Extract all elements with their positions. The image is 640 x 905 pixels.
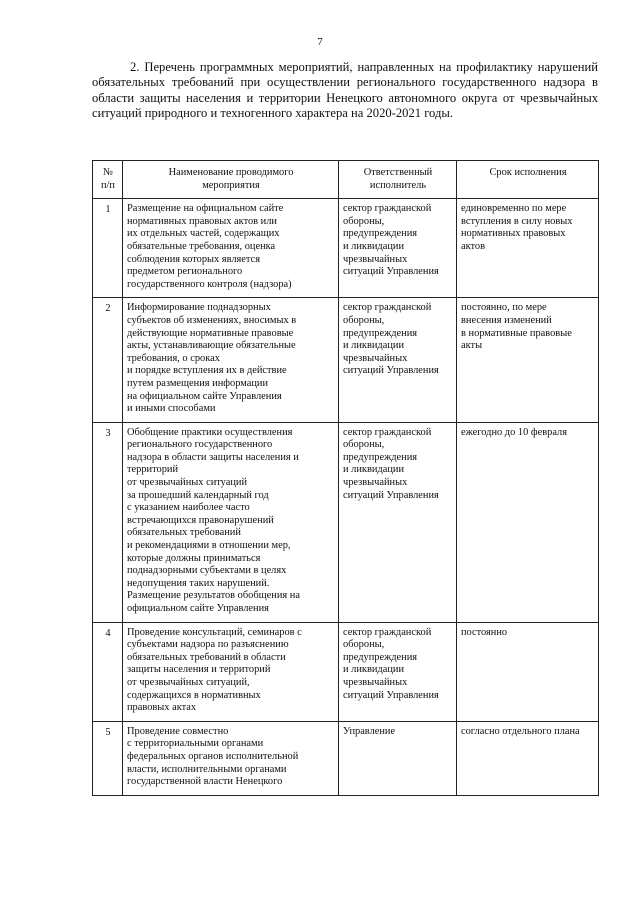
row-measure: Размещение на официальном сайте нормативных правовых актов или их отдельных частей, содержащих обязательные требования, оценка соблюдения которых является предметом регионального государственного контроля (надзора): [123, 199, 339, 298]
row-measure: Обобщение практики осуществления регионального государственного надзора в области защиты населения и территорий от чрезвычайных ситуаций за прошедший календарный год с указанием наиболее часто встречающихся правонарушений обязательных требований и рекомендациями в отношении мер, которые должны приниматься поднадзорными субъектами в целях недопущения таких нарушений. Размещение результатов обобщения на официальном сайте Управления: [123, 422, 339, 622]
header-name: Наименование проводимого мероприятия: [123, 161, 339, 199]
table-row: [93, 422, 599, 622]
header-responsible: Ответственный исполнитель: [339, 161, 457, 199]
row-responsible: сектор гражданской обороны, предупреждения и ликвидации чрезвычайных ситуаций Управления: [339, 199, 457, 298]
row-responsible: Управление: [339, 721, 457, 795]
table-row: [93, 622, 599, 721]
table-row: [93, 298, 599, 422]
row-number: 2: [93, 298, 123, 422]
row-number: 5: [93, 721, 123, 795]
row-deadline: постоянно: [457, 622, 599, 721]
row-number: 4: [93, 622, 123, 721]
row-responsible: сектор гражданской обороны, предупреждения и ликвидации чрезвычайных ситуаций Управления: [339, 298, 457, 422]
row-measure: Информирование поднадзорных субъектов об изменениях, вносимых в действующие нормативные правовые акты, устанавливающие обязательные требования, о сроках и порядке вступления их в действие путем размещения информации на официальном сайте Управления и иными способами: [123, 298, 339, 422]
row-deadline: согласно отдельного плана: [457, 721, 599, 795]
row-responsible: сектор гражданской обороны, предупреждения и ликвидации чрезвычайных ситуаций Управления: [339, 622, 457, 721]
table-row: [93, 721, 599, 795]
row-responsible: сектор гражданской обороны, предупреждения и ликвидации чрезвычайных ситуаций Управления: [339, 422, 457, 622]
row-deadline: ежегодно до 10 февраля: [457, 422, 599, 622]
row-deadline: постоянно, по мере внесения изменений в нормативные правовые акты: [457, 298, 599, 422]
page-number: 7: [317, 36, 323, 48]
header-num: № п/п: [93, 161, 123, 199]
row-measure: Проведение совместно с территориальными органами федеральных органов исполнительной власти, исполнительными органами государственной власти Ненецкого: [123, 721, 339, 795]
table-header-row: [93, 161, 599, 199]
section-heading: 2. Перечень программных мероприятий, направленных на профилактику нарушений обязательных требований при осуществлении регионального государственного надзора в области защиты населения и территории Ненецкого автономного округа от чрезвычайных ситуаций природного и техногенного характера на 2020-2021 годы.: [92, 60, 598, 121]
table-row: [93, 199, 599, 298]
measures-table: [92, 160, 599, 796]
row-number: 1: [93, 199, 123, 298]
header-deadline: Срок исполнения: [457, 161, 599, 199]
row-deadline: единовременно по мере вступления в силу новых нормативных правовых актов: [457, 199, 599, 298]
row-number: 3: [93, 422, 123, 622]
row-measure: Проведение консультаций, семинаров с субъектами надзора по разъяснению обязательных требований в области защиты населения и территорий от чрезвычайных ситуаций, содержащихся в нормативных правовых актах: [123, 622, 339, 721]
